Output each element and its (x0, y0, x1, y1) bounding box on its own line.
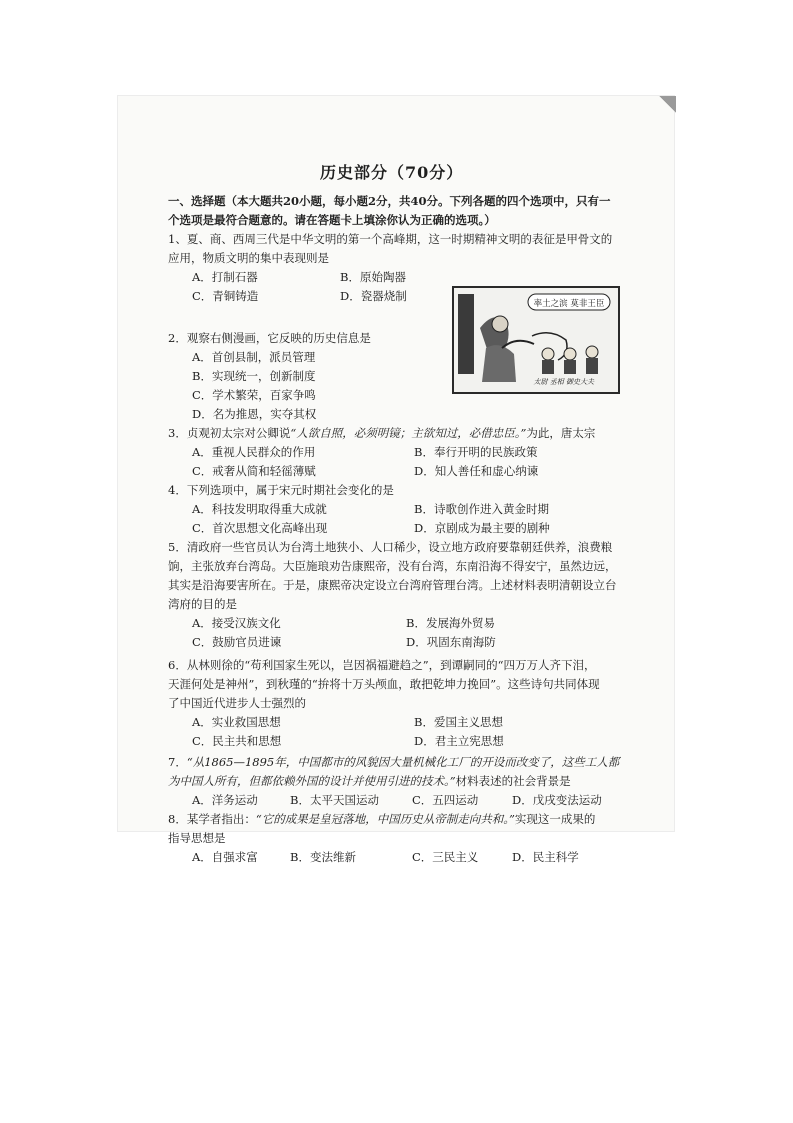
section-intro-line-1: 一、选择题（本大题共20小题，每小题2分，共40分。下列各题的四个选项中，只有一 (168, 194, 611, 208)
q3-option-c: C．戒奢从简和轻徭薄赋 (192, 464, 316, 478)
q8-stem-pre: 8．某学者指出： (168, 812, 256, 826)
q6-stem-line-3: 了中国近代进步人士强烈的 (168, 696, 306, 710)
q6-option-a: A．实业救国思想 (192, 715, 281, 729)
q6-option-b: B．爱国主义思想 (414, 715, 503, 729)
q5-stem-line-3: 其实是沿海要害所在。于是，康熙帝决定设立台湾府管理台湾。上述材料表明清朝设立台 (168, 578, 617, 592)
q3-stem-pre: 3．贞观初太宗对公卿说 (168, 426, 291, 440)
q7-option-a: A．洋务运动 (192, 793, 258, 807)
q8-stem-line-1 (168, 812, 595, 826)
q4-stem: 4．下列选项中，属于宋元时期社会变化的是 (168, 483, 394, 497)
qin-court-cartoon-icon (454, 288, 614, 388)
q8-stem-quote: “它的成果是皇冠落地，中国历史从帝制走向共和。” (255, 812, 515, 826)
q7-number: 7． (168, 755, 187, 769)
q8-option-c: C．三民主义 (412, 850, 479, 864)
q7-option-b: B．太平天国运动 (290, 793, 379, 807)
q2-option-c: C．学术繁荣，百家争鸣 (192, 388, 316, 402)
q1-stem-line-1: 1、夏、商、西周三代是中华文明的第一个高峰期，这一时期精神文明的表征是甲骨文的 (168, 232, 613, 246)
q7-quote-part-2: 为中国人所有，但都依赖外国的设计并使用引进的技术。” (168, 774, 456, 788)
q6-option-c: C．民主共和思想 (192, 734, 282, 748)
q5-option-c: C．鼓励官员进谏 (192, 635, 282, 649)
qin-court-cartoon-image (452, 286, 620, 394)
q7-option-c: C．五四运动 (412, 793, 479, 807)
q2-option-a: A．首创县制，派员管理 (192, 350, 316, 364)
q5-stem-line-1: 5．清政府一些官员认为台湾土地狭小、人口稀少，设立地方政府要靠朝廷供养，浪费粮 (168, 540, 613, 554)
q5-option-a: A．接受汉族文化 (192, 616, 281, 630)
q1-option-c: C．青铜铸造 (192, 289, 259, 303)
q2-stem: 2．观察右侧漫画，它反映的历史信息是 (168, 331, 371, 345)
q4-option-d: D．京剧成为最主要的剧种 (414, 521, 550, 535)
q5-stem-line-4: 湾府的目的是 (168, 597, 237, 611)
q6-option-d: D．君主立宪思想 (414, 734, 504, 748)
page-title: 历史部分（70分） (320, 163, 464, 182)
q8-option-d: D．民主科学 (512, 850, 579, 864)
q1-option-a: A．打制石器 (192, 270, 258, 284)
q3-option-a: A．重视人民群众的作用 (192, 445, 316, 459)
q7-stem-line-2 (168, 774, 571, 788)
q4-option-c: C．首次思想文化高峰出现 (192, 521, 328, 535)
q1-option-b: B．原始陶器 (340, 270, 406, 284)
q4-option-a: A．科技发明取得重大成就 (192, 502, 327, 516)
q2-option-b: B．实现统一，创新制度 (192, 369, 316, 383)
q3-stem-quote: “人欲自照，必须明镜；主欲知过，必借忠臣。” (290, 426, 527, 440)
q1-option-d: D．瓷器烧制 (340, 289, 407, 303)
q6-stem-line-1: 6．从林则徐的“苟利国家生死以，岂因祸福避趋之”，到谭嗣同的“四万万人齐下泪， (168, 658, 596, 672)
q5-stem-line-2: 饷，主张放弃台湾岛。大臣施琅劝告康熙帝，没有台湾，东南沿海不得安宁，虽然边远， (168, 559, 617, 573)
q7-option-d: D．戊戌变法运动 (512, 793, 602, 807)
page-corner-fold (658, 96, 676, 120)
q8-stem-line-2: 指导思想是 (168, 831, 226, 845)
q3-stem-post: 为此，唐太宗 (526, 426, 596, 440)
q7-stem-line-1 (168, 755, 619, 769)
q5-option-b: B．发展海外贸易 (406, 616, 495, 630)
q7-stem-post: 材料表述的社会背景是 (455, 774, 571, 788)
q3-stem (168, 426, 595, 440)
q7-quote-part-1: “从1865—1895年，中国都市的风貌因大量机械化工厂的开设而改变了，这些工人都 (186, 755, 620, 769)
q4-option-b: B．诗歌创作进入黄金时期 (414, 502, 549, 516)
q8-stem-post: 实现这一成果的 (514, 812, 596, 826)
q3-option-d: D．知人善任和虚心纳谏 (414, 464, 539, 478)
comic-bubble-text: 率土之滨 莫非王臣 (533, 299, 605, 309)
q8-option-a: A．自强求富 (192, 850, 258, 864)
q2-option-d: D．名为推恩，实夺其权 (192, 407, 317, 421)
q3-option-b: B．奉行开明的民族政策 (414, 445, 538, 459)
q6-stem-line-2: 天涯何处是神州”，到秋瑾的“拚将十万头颅血，敢把乾坤力挽回”。这些诗句共同体现 (168, 677, 600, 691)
comic-caption-text: 太尉 丞相 御史大夫 (533, 378, 594, 386)
q8-option-b: B．变法维新 (290, 850, 356, 864)
q5-option-d: D．巩固东南海防 (406, 635, 496, 649)
q1-stem-line-2: 应用，物质文明的集中表现则是 (168, 251, 329, 265)
section-intro-line-2: 个选项是最符合题意的。请在答题卡上填涂你认为正确的选项。） (168, 213, 496, 227)
